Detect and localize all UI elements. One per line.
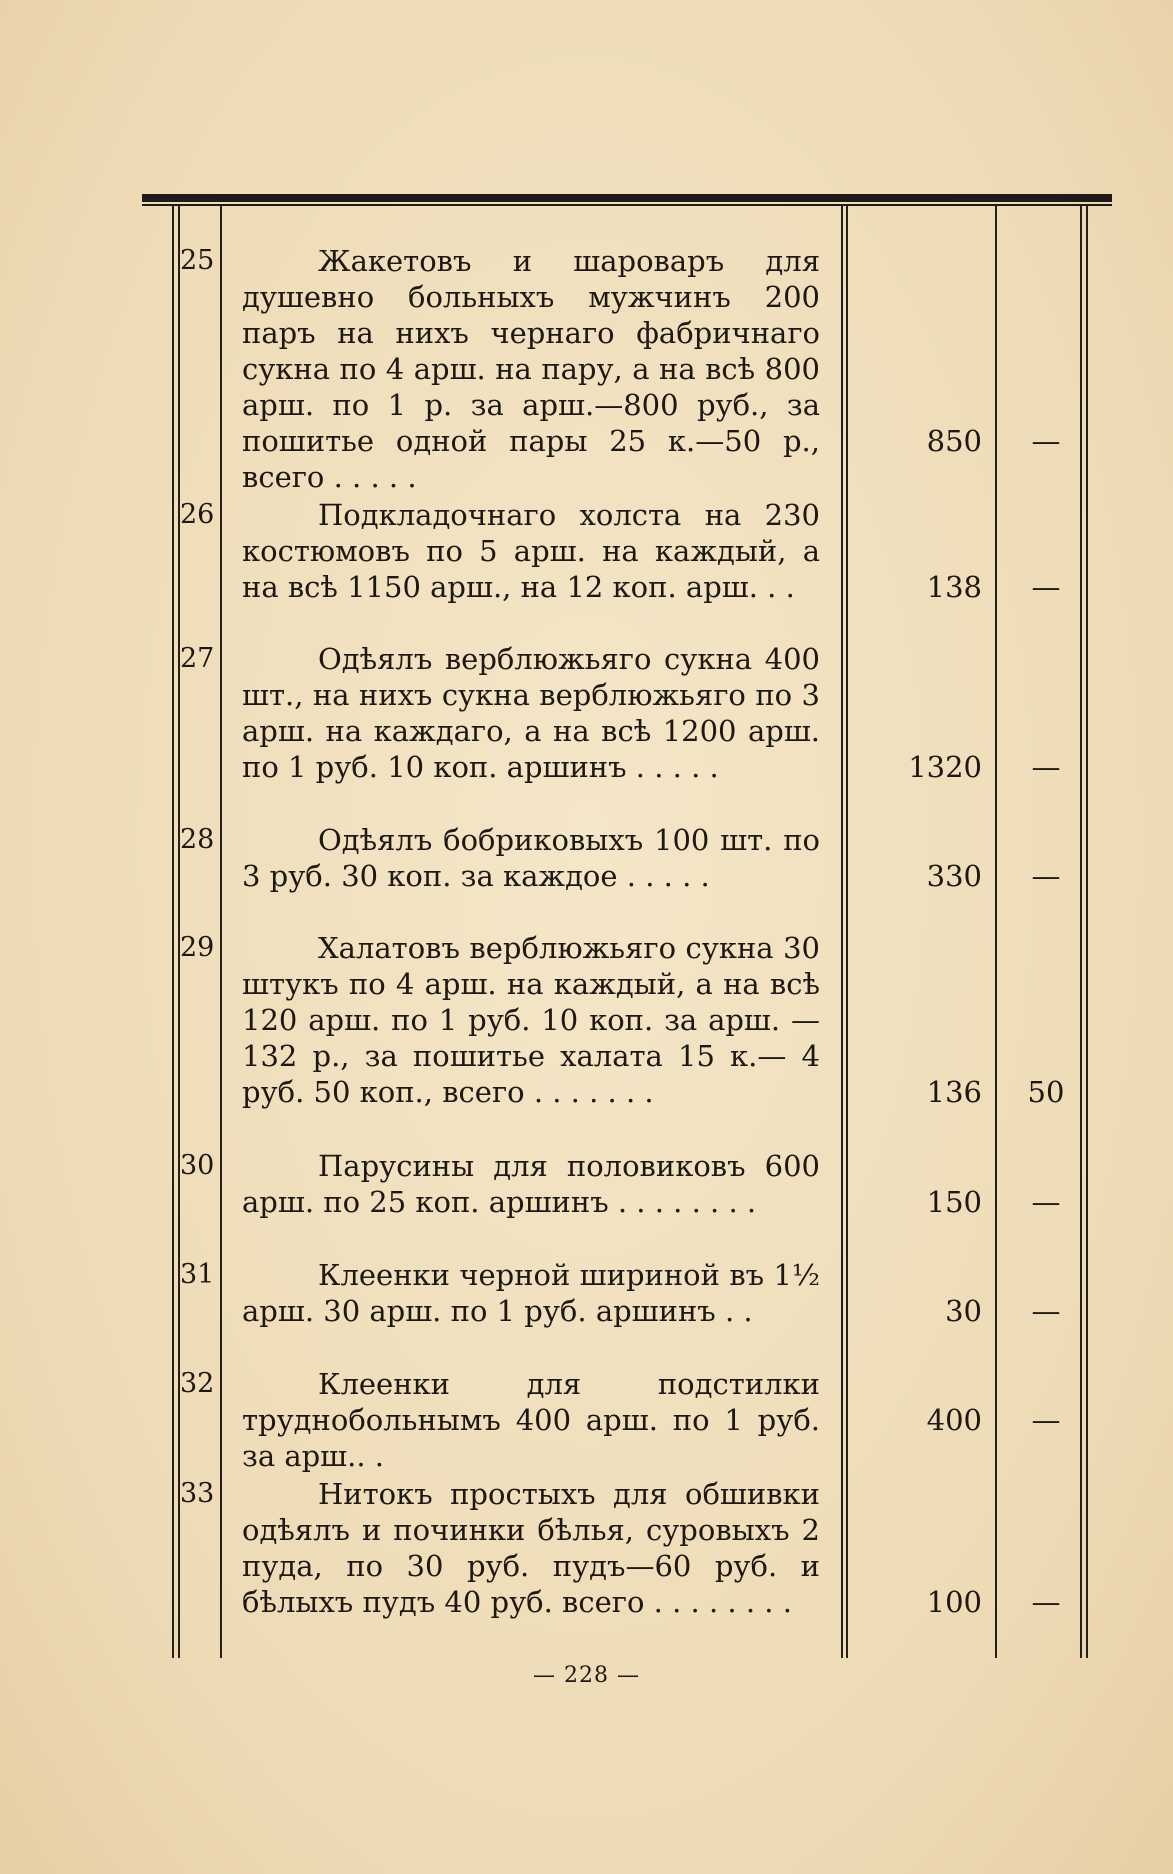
entry-rubles: 30 — [945, 1294, 982, 1328]
entry-number: 28 — [180, 824, 215, 855]
entry-description: Клеенки для подстилки труднобольнымъ 400 арш. по 1 руб. за арш.. . — [242, 1367, 820, 1473]
top-rule-thin — [142, 204, 1112, 206]
entry-description: Жакетовъ и шароваръ для душевно больныхъ мужчинъ 200 паръ на нихъ чернаго фабричнаго сукна по 4 арш. на пару, а на всѣ 800 арш. по 1 р. за арш.—800 руб., за пошитье одной пары 25 к.—50 р., всего . . . . . — [242, 244, 820, 494]
column-line-rubles — [995, 206, 997, 1658]
entry-rubles: 150 — [926, 1185, 982, 1219]
entry-description: Нитокъ простыхъ для обшивки одѣялъ и починки бѣлья, суровыхъ 2 пуда, по 30 руб. пудъ—60 руб. и бѣлыхъ пудъ 40 руб. всего . . . . . . . . — [242, 1477, 820, 1619]
entry-description: Клеенки черной шириной въ 1½ арш. 30 арш. по 1 руб. аршинъ . . — [242, 1258, 820, 1328]
entry-number: 25 — [180, 245, 215, 276]
entry-number: 29 — [180, 932, 215, 963]
entry-rubles: 138 — [926, 570, 982, 604]
entry-kopecks: — — [1031, 570, 1061, 604]
entry-description: Одѣялъ бобриковыхъ 100 шт. по 3 руб. 30 коп. за каждое . . . . . — [242, 823, 820, 893]
top-rule-thick — [142, 194, 1112, 202]
entry-kopecks: — — [1031, 1294, 1061, 1328]
column-line-text-end — [841, 206, 843, 1658]
entry-kopecks: — — [1031, 859, 1061, 893]
entry-number: 26 — [180, 499, 215, 530]
entry-description: Подкладочнаго холста на 230 костюмовъ по 5 арш. на каждый, а на всѣ 1150 арш., на 12 коп. арш. . . — [242, 498, 820, 604]
entry-description: Парусины для половиковъ 600 арш. по 25 коп. аршинъ . . . . . . . . — [242, 1149, 820, 1219]
entry-kopecks: — — [1031, 1185, 1061, 1219]
entry-rubles: 136 — [926, 1075, 982, 1109]
entry-kopecks: — — [1031, 424, 1061, 458]
entry-description: Халатовъ верблюжьяго сукна 30 штукъ по 4 арш. на каждый, а на всѣ 120 арш. по 1 руб. 10 коп. за арш. —132 р., за пошитье халата 15 к.— 4 руб. 50 коп., всего . . . . . . . — [242, 931, 820, 1109]
entry-number: 27 — [180, 643, 215, 674]
column-line-text-end-inner — [846, 206, 848, 1658]
column-line-number — [220, 206, 222, 1658]
column-line-left-outer — [172, 206, 174, 1658]
entry-kopecks: — — [1031, 1585, 1061, 1619]
entry-rubles: 850 — [926, 424, 982, 458]
entry-kopecks: — — [1031, 1403, 1061, 1437]
entry-kopecks: — — [1031, 750, 1061, 784]
entry-number: 31 — [180, 1259, 215, 1290]
entry-number: 30 — [180, 1150, 215, 1181]
entry-rubles: 1320 — [908, 750, 982, 784]
entry-rubles: 400 — [926, 1403, 982, 1437]
entry-kopecks: 50 — [1027, 1075, 1065, 1109]
page-number: — 228 — — [533, 1663, 640, 1688]
entry-rubles: 330 — [926, 859, 982, 893]
entry-number: 32 — [180, 1368, 215, 1399]
entry-number: 33 — [180, 1478, 215, 1509]
entry-rubles: 100 — [926, 1585, 982, 1619]
column-line-right — [1086, 206, 1088, 1658]
entry-description: Одѣялъ верблюжьяго сукна 400 шт., на нихъ сукна верблюжьяго по 3 арш. на каждаго, а на всѣ 1200 арш. по 1 руб. 10 коп. аршинъ . . . . . — [242, 642, 820, 784]
